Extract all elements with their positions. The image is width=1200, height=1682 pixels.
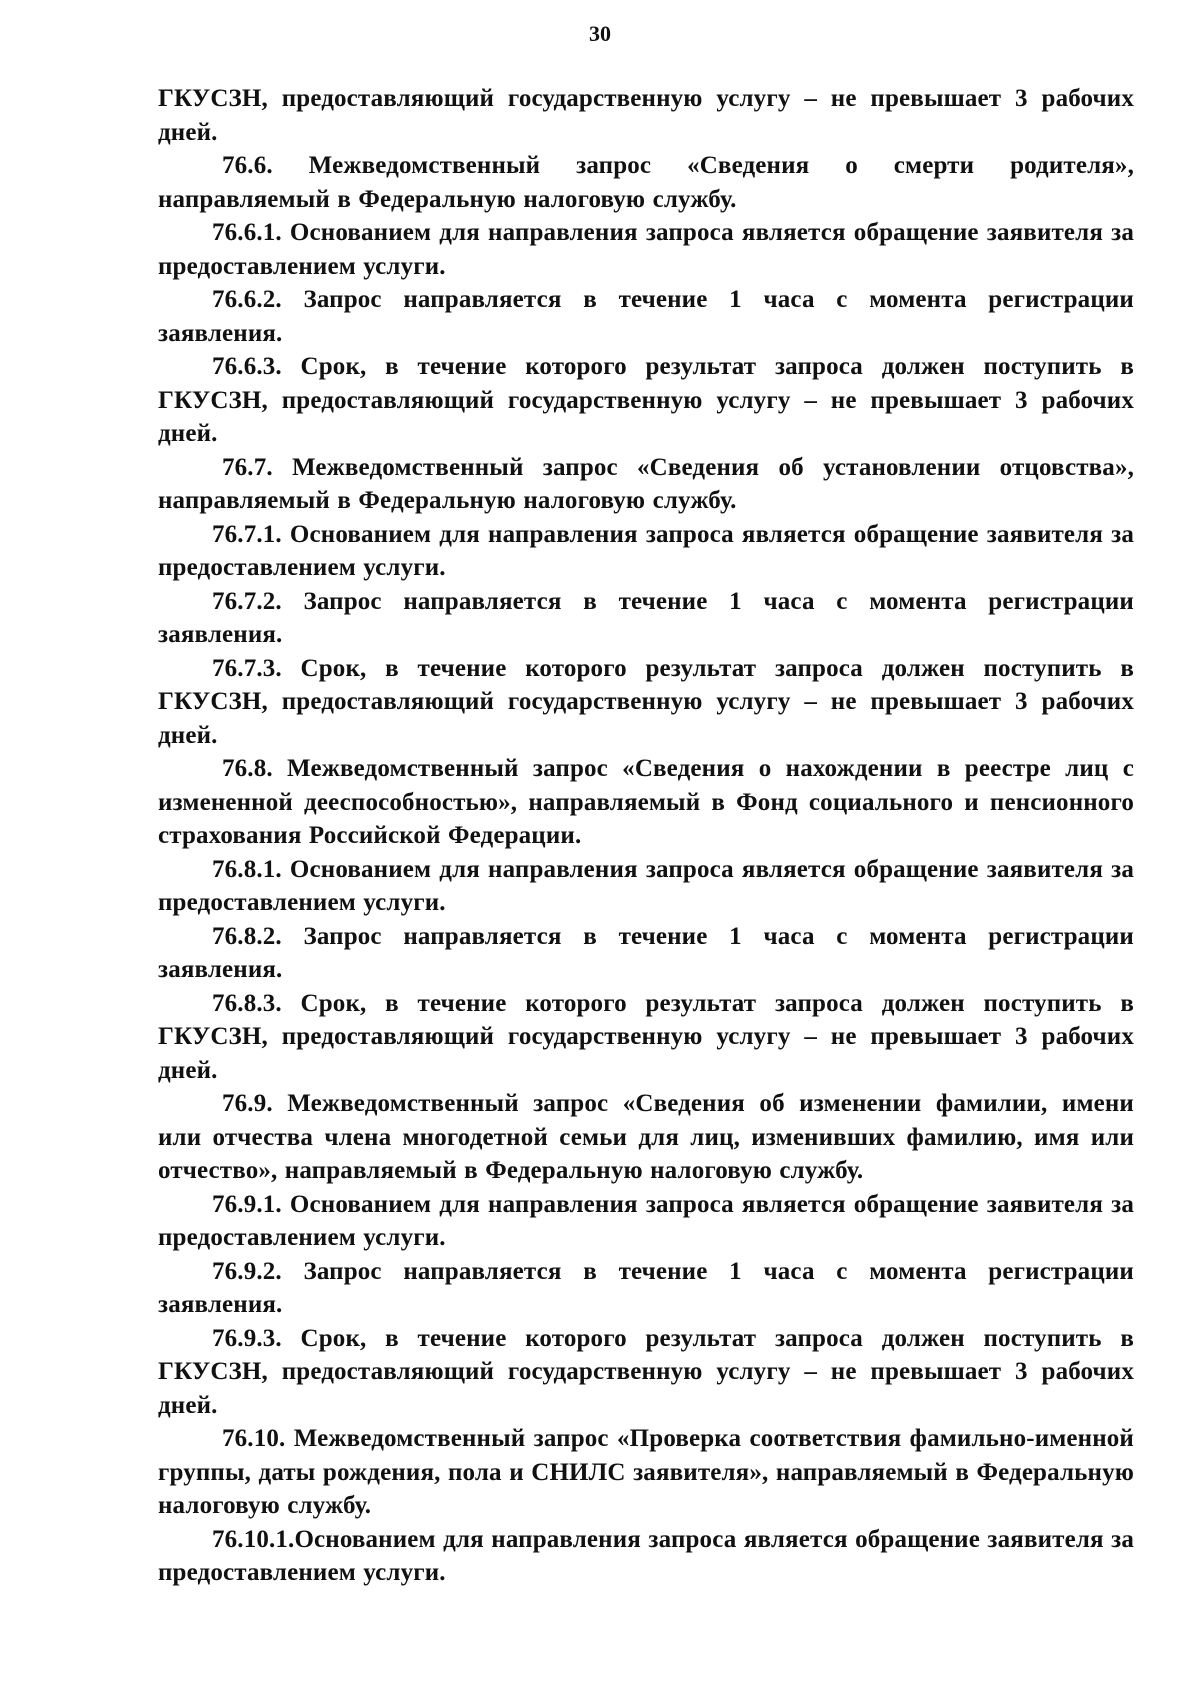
paragraph-76-9-3: 76.9.3. Срок, в течение которого результат запроса должен поступить в ГКУСЗН, предоставляющий государственную услугу – не превышает 3 рабочих дней.	[158, 1324, 1134, 1419]
paragraph-76-9: 76.9. Межведомственный запрос «Сведения об изменении фамилии, имени или отчества члена многодетной семьи для лиц, изменивших фамилию, имя или отчество», направляемый в Федеральную налоговую службу.	[158, 1090, 1134, 1184]
paragraph-76-7: 76.7. Межведомственный запрос «Сведения об установлении отцовства», направляемый в Федеральную налоговую службу.	[158, 453, 1134, 514]
paragraph-76-7-3: 76.7.3. Срок, в течение которого результат запроса должен поступить в ГКУСЗН, предоставляющий государственную услугу – не превышает 3 рабочих дней.	[158, 654, 1134, 749]
document-body	[158, 82, 1134, 1590]
paragraph-76-9-1: 76.9.1. Основанием для направления запроса является обращение заявителя за предоставлением услуги.	[158, 1190, 1134, 1251]
paragraph-76-6-2: 76.6.2. Запрос направляется в течение 1 часа с момента регистрации заявления.	[158, 286, 1134, 347]
paragraph-continuation: ГКУСЗН, предоставляющий государственную услугу – не превышает 3 рабочих дней.	[158, 85, 1134, 146]
paragraph-76-8-3: 76.8.3. Срок, в течение которого результат запроса должен поступить в ГКУСЗН, предоставляющий государственную услугу – не превышает 3 рабочих дней.	[158, 989, 1134, 1084]
paragraph-76-10: 76.10. Межведомственный запрос «Проверка соответствия фамильно-именной группы, даты рождения, пола и СНИЛС заявителя», направляемый в Федеральную налоговую службу.	[158, 1425, 1134, 1519]
paragraph-76-9-2: 76.9.2. Запрос направляется в течение 1 часа с момента регистрации заявления.	[158, 1257, 1134, 1318]
page-number: 30	[589, 21, 611, 46]
paragraph-76-8: 76.8. Межведомственный запрос «Сведения о нахождении в реестре лиц с измененной дееспособностью», направляемый в Фонд социального и пенсионного страхования Российской Федерации.	[158, 755, 1134, 849]
paragraph-76-7-2: 76.7.2. Запрос направляется в течение 1 часа с момента регистрации заявления.	[158, 587, 1134, 648]
paragraph-76-6: 76.6. Межведомственный запрос «Сведения о смерти родителя», направляемый в Федеральную налоговую службу.	[158, 152, 1134, 213]
paragraph-76-7-1: 76.7.1. Основанием для направления запроса является обращение заявителя за предоставлением услуги.	[158, 520, 1134, 581]
paragraph-76-8-1: 76.8.1. Основанием для направления запроса является обращение заявителя за предоставлением услуги.	[158, 855, 1134, 916]
paragraph-76-6-1: 76.6.1. Основанием для направления запроса является обращение заявителя за предоставлением услуги.	[158, 219, 1134, 280]
paragraph-76-10-1: 76.10.1.Основанием для направления запроса является обращение заявителя за предоставлением услуги.	[158, 1525, 1134, 1586]
paragraph-76-6-3: 76.6.3. Срок, в течение которого результат запроса должен поступить в ГКУСЗН, предоставляющий государственную услугу – не превышает 3 рабочих дней.	[158, 353, 1134, 447]
paragraph-76-8-2: 76.8.2. Запрос направляется в течение 1 часа с момента регистрации заявления.	[158, 922, 1134, 983]
